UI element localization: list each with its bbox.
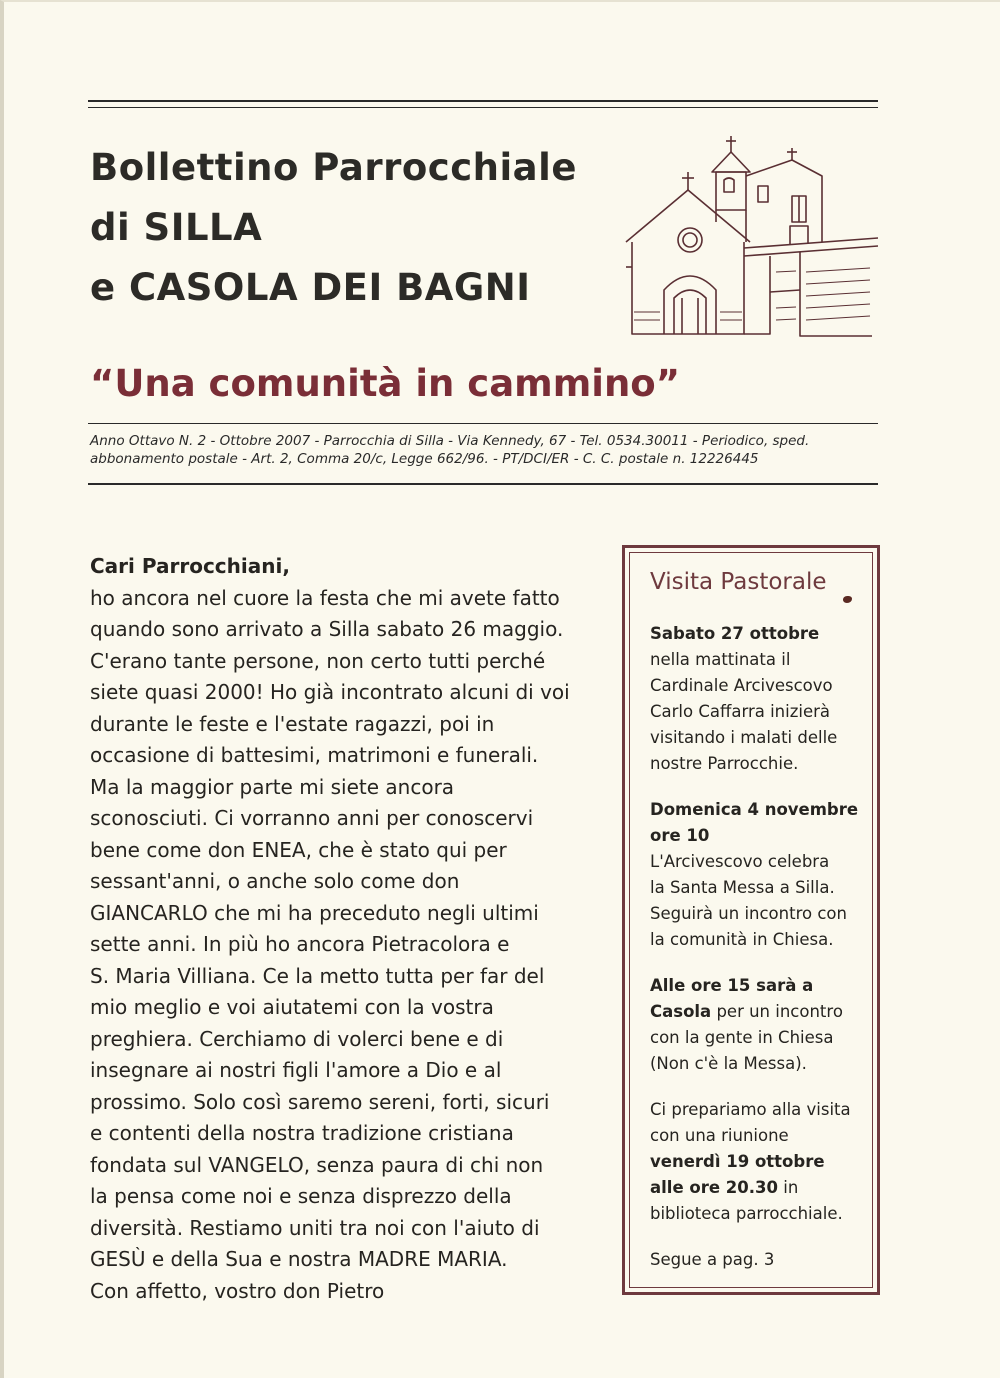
letter-line: siete quasi 2000! Ho già incontrato alcuni di voi (90, 680, 570, 704)
visit-sunday-time: ore 10 (650, 826, 710, 845)
letter-line: bene come don ENEA, che è stato qui per (90, 837, 507, 862)
letter-line: GIANCARLO che mi ha preceduto negli ultimi (90, 900, 539, 925)
letter-line: ho ancora nel cuore la festa che mi avete fatto (90, 585, 560, 610)
visit-sunday-block (650, 797, 858, 953)
letter-line: insegnare ai nostri figli l'amore a Dio e al (90, 1058, 502, 1082)
visit-text-line: L'Arcivescovo celebra (650, 852, 830, 871)
letter-line: durante le feste e l'estate ragazzi, poi in (90, 711, 495, 736)
letter-line: sconosciuti. Ci vorranno anni per conoscervi (90, 806, 534, 830)
visit-meeting-block (650, 1097, 858, 1227)
letter-signature: Con affetto, vostro don Pietro (90, 1278, 385, 1303)
letter-line: C'erano tante persone, non certo tutti perché (90, 648, 546, 673)
visit-text-line: Seguirà un incontro con (650, 904, 847, 923)
letter-line: prossimo. Solo così saremo sereni, forti, sicuri (90, 1089, 550, 1114)
publication-info-line-2: abbonamento postale - Art. 2, Comma 20/c, Legge 662/96. - PT/DCI/ER - C. C. postale n. 12226445 (90, 451, 759, 467)
visit-meeting-date: venerdì 19 ottobre (650, 1152, 825, 1171)
masthead-title-line-3: e CASOLA DEI BAGNI (90, 266, 531, 309)
visit-text-line: con una riunione (650, 1126, 789, 1145)
publication-info (88, 423, 878, 485)
visit-text-line: (Non c'è la Messa). (650, 1054, 807, 1073)
letter-line: diversità. Restiamo uniti tra noi con l'aiuto di (90, 1215, 540, 1240)
visit-casola-text: per un incontro (711, 1002, 843, 1021)
church-illustration (620, 122, 878, 350)
letter-greeting: Cari Parrocchiani, (90, 554, 290, 578)
masthead-title-line-2: di SILLA (90, 206, 263, 249)
letter-line: la pensa come noi e senza disprezzo della (90, 1184, 512, 1208)
publication-info-line-1: Anno Ottavo N. 2 - Ottobre 2007 - Parrocchia di Silla - Via Kennedy, 67 - Tel. 0534.30011 - Periodico, sped. (90, 433, 810, 449)
visit-casola-place: Casola (650, 1002, 712, 1021)
visit-text-line: la Santa Messa a Silla. (650, 878, 835, 897)
letter-line: preghiera. Cerchiamo di volerci bene e di (90, 1026, 504, 1051)
letter-line: sessant'anni, o anche solo come don (90, 869, 460, 893)
visit-sunday-date: Domenica 4 novembre (650, 800, 859, 819)
visit-casola-block (650, 973, 858, 1077)
pastoral-visit-title: Visita Pastorale (650, 569, 827, 595)
continued-on-page: Segue a pag. 3 (650, 1250, 775, 1269)
visit-saturday-date: Sabato 27 ottobre (650, 624, 820, 643)
visit-meeting-time: alle ore 20.30 (650, 1178, 778, 1197)
motto-heading: “Una comunità in cammino” (90, 362, 681, 405)
visit-meeting-place: biblioteca parrocchiale. (650, 1204, 843, 1223)
visit-meeting-in: in (777, 1178, 799, 1197)
top-double-rule (88, 100, 878, 108)
masthead-title-line-1: Bollettino Parrocchiale (90, 146, 577, 189)
visit-text-line: Ci prepariamo alla visita (650, 1100, 851, 1119)
letter-line: GESÙ e della Sua e nostra MADRE MARIA. (90, 1247, 508, 1271)
visit-meeting-time-line (650, 1175, 858, 1201)
pastor-letter (90, 551, 610, 1307)
visit-text-line: con la gente in Chiesa (650, 1028, 834, 1047)
pastoral-visit-box (622, 545, 880, 1295)
continued-note (650, 1247, 858, 1273)
letter-line: e contenti della nostra tradizione cristiana (90, 1121, 514, 1145)
letter-line: Ma la maggior parte mi siete ancora (90, 774, 455, 799)
letter-line: S. Maria Villiana. Ce la metto tutta per far del (90, 963, 545, 988)
visit-text-line: nella mattinata il (650, 650, 791, 669)
letter-line: quando sono arrivato a Silla sabato 26 maggio. (90, 617, 564, 641)
letter-line: occasione di battesimi, matrimoni e funerali. (90, 743, 539, 767)
letter-line: fondata sul VANGELO, senza paura di chi non (90, 1152, 544, 1177)
visit-casola-line (650, 999, 858, 1025)
visit-text-line: Carlo Caffarra inizierà (650, 702, 831, 721)
pastoral-visit-inner-frame (629, 552, 873, 1288)
visit-casola-time: Alle ore 15 sarà a (650, 976, 814, 995)
visit-text-line: Cardinale Arcivescovo (650, 676, 833, 695)
visit-text-line: nostre Parrocchie. (650, 754, 799, 773)
letter-line: sette anni. In più ho ancora Pietracolora e (90, 932, 510, 956)
letter-line: mio meglio e voi aiutatemi con la vostra (90, 995, 494, 1019)
visit-text-line: la comunità in Chiesa. (650, 930, 834, 949)
visit-saturday-block (650, 621, 858, 777)
visit-text-line: visitando i malati delle (650, 728, 838, 747)
